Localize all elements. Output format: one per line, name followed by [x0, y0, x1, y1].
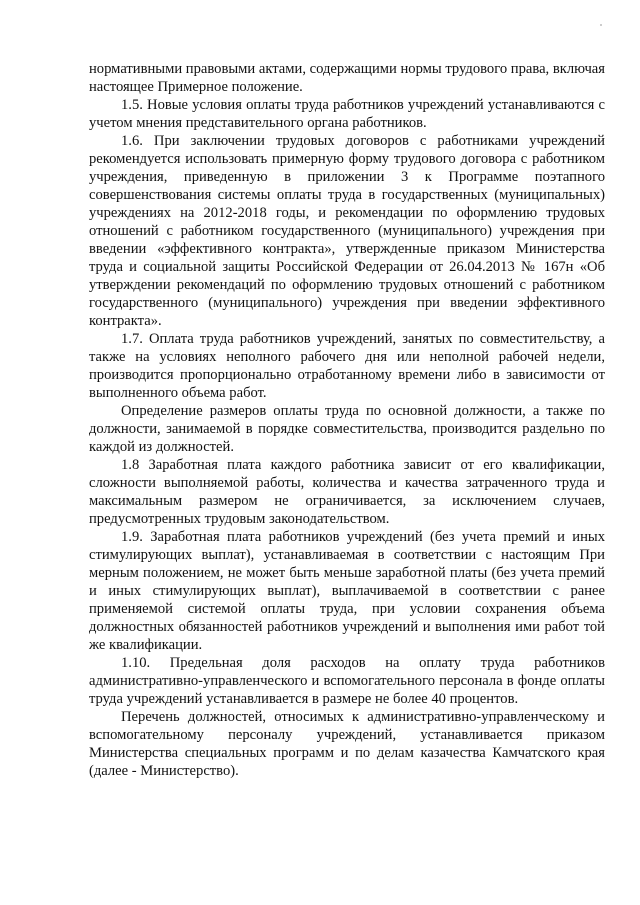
- paragraph-1-5: 1.5. Новые условия оплаты труда работников учреждений устанавливаются с учетом мнения представительного органа работников.: [89, 97, 605, 131]
- paragraph-1-10-list: Перечень должностей, относимых к административно-управленческому и вспомогательному персоналу учреждений, устанавливается приказом Министерства специальных программ и по делам казачества Камчатского края (далее - Министерство).: [89, 709, 605, 779]
- paragraph-1-6: 1.6. При заключении трудовых договоров с работниками учреждений рекомендуется использовать примерную форму трудового договора с работником учреждения, приведенную в приложении 3 к Программе поэтапного совершенствования системы оплаты труда в государственных (муниципальных) учреждениях на 2012-2018 годы, и рекомендации по оформлению трудовых отношений с работником государственного (муниципального) учреждения при введении «эффективного контракта», утвержденные приказом Министерства труда и социальной защиты Российской Федерации от 26.04.2013 № 167н «Об утверждении рекомендаций по оформлению трудовых отношений с работником государственного (муниципального) учреждения при введении эффективного контракта».: [89, 133, 605, 329]
- paragraph-continuation: нормативными правовыми актами, содержащими нормы трудового права, включая настоящее Примерное положение.: [89, 61, 605, 95]
- paragraph-1-8: 1.8 Заработная плата каждого работника зависит от его квалификации, сложности выполняемой работы, количества и качества затраченного труда и максимальным размером не ограничивается, за исключением случаев, предусмотренных трудовым законодательством.: [89, 457, 605, 527]
- paragraph-1-7: 1.7. Оплата труда работников учреждений, занятых по совместительству, а также на условиях неполного рабочего дня или неполной рабочей недели, производится пропорционально отработанному времени либо в зависимости от выполненного объема работ.: [89, 331, 605, 401]
- paragraph-1-9: 1.9. Заработная плата работников учреждений (без учета премий и иных стимулирующих выплат), устанавливаемая в соответствии с настоящим При мерным положением, не может быть меньше заработной платы (без учета премий и иных стимулирующих выплат), выплачиваемой в соответствии с ранее применяемой системой оплаты труда, при условии сохранения объема должностных обязанностей работников учреждений и выполнения ими работ той же квалификации.: [89, 529, 605, 653]
- paragraph-1-7-determination: Определение размеров оплаты труда по основной должности, а также по должности, занимаемой в порядке совместительства, производится раздельно по каждой из должностей.: [89, 403, 605, 455]
- paragraph-1-10: 1.10. Предельная доля расходов на оплату труда работников административно-управленческого и вспомогательного персонала в фонде оплаты труда учреждений устанавливается в размере не более 40 процентов.: [89, 655, 605, 707]
- document-body: [89, 60, 605, 780]
- scan-dot: [600, 24, 602, 26]
